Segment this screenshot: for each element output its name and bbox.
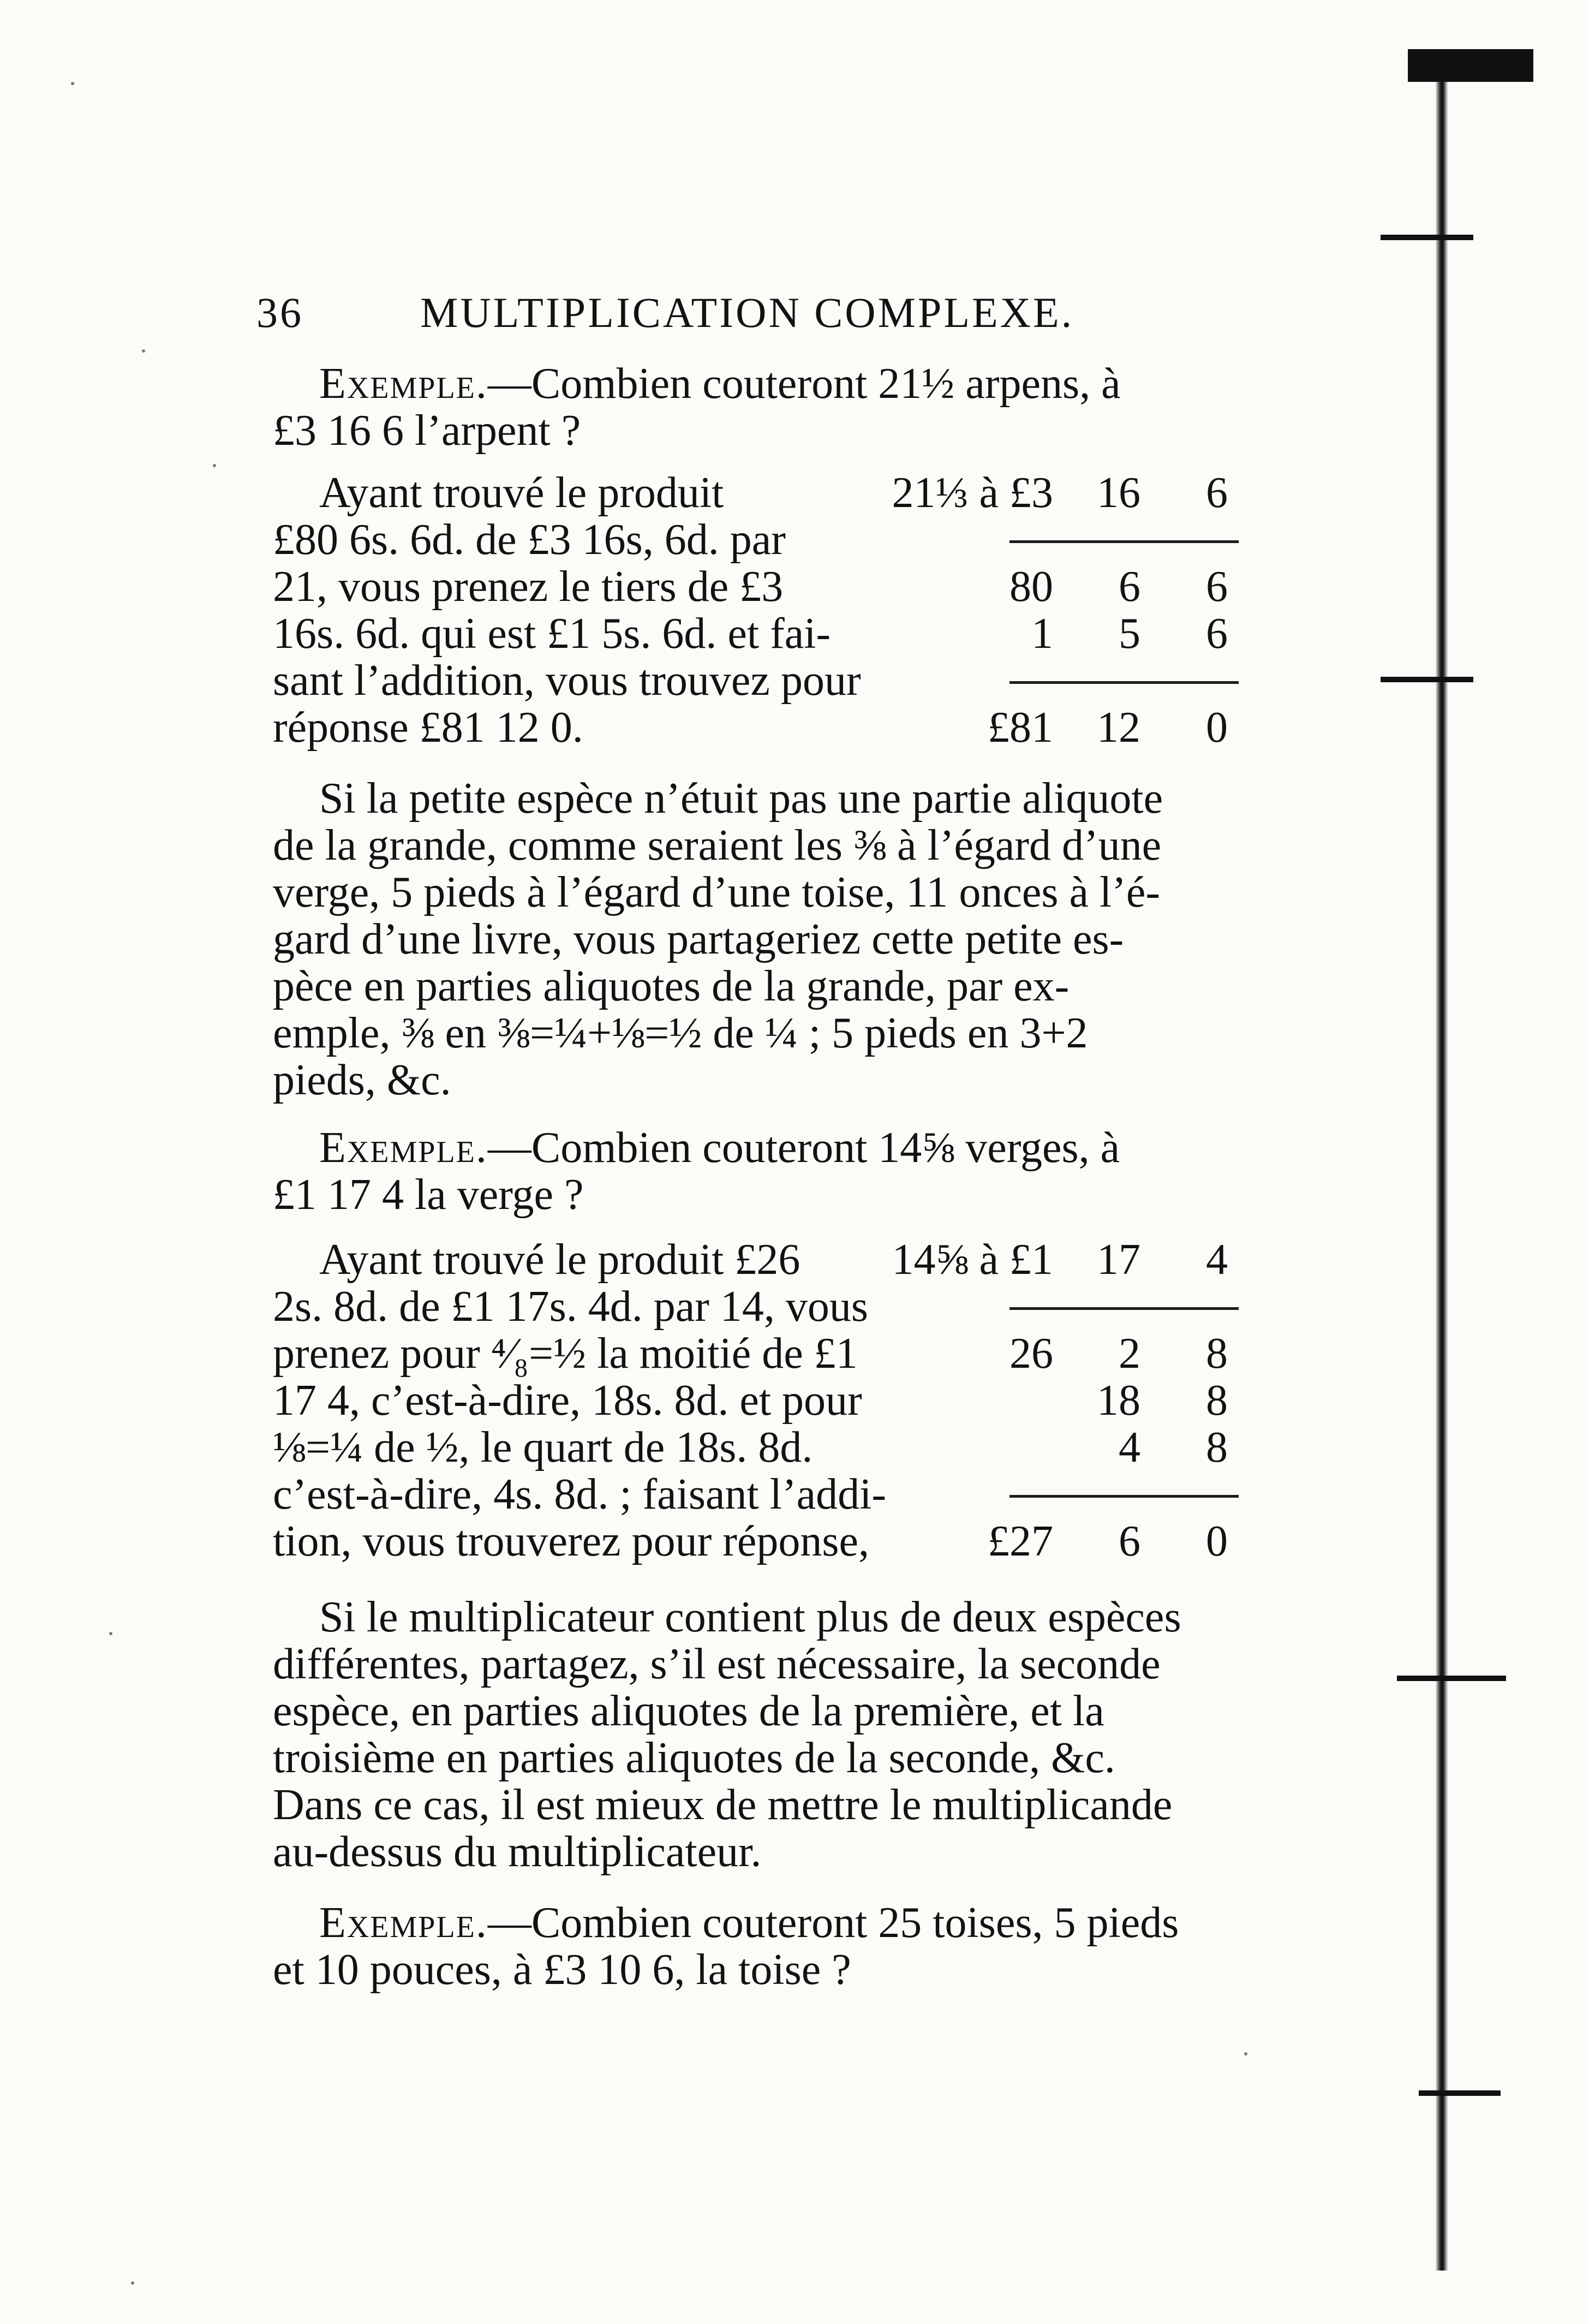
rule-line [1009,540,1239,543]
text-line: 21, vous prenez le tiers de £3 [273,563,784,611]
text-line: Si la petite espèce n’étuit pas une partie aliquote [319,774,1163,823]
text-line: de la grande, comme seraient les ⅜ à l’égard d’une [273,821,1162,869]
text-line: verge, 5 pieds à l’égard d’une toise, 11 onces à l’é- [273,868,1161,916]
text-line: Si le multiplicateur contient plus de deux espèces [319,1593,1181,1641]
binding-mark [1408,49,1533,82]
example-label: Exemple. [319,1899,488,1947]
text-line: Ayant trouvé le produit [319,469,724,517]
example-3 [273,1899,1239,1993]
text-line: 16s. 6d. qui est £1 5s. 6d. et fai- [273,610,831,658]
scan-speck [131,2281,134,2285]
example-text: —Combien couteront 14⅝ verges, à [487,1124,1120,1172]
text-line: prenez pour ⁴⁄₈=½ la moitié de £1 [273,1330,858,1378]
scan-speck [213,464,216,467]
calc-row: 4 8 [1119,1423,1228,1471]
example-text: —Combien couteront 21½ arpens, à [487,360,1121,408]
calc-row-header: 21⅓ à £3 16 6 [892,469,1228,517]
scan-speck [142,349,145,353]
paragraph-1 [273,775,1239,1104]
calc-row: 1 5 6 [1031,610,1228,658]
text-line: Ayant trouvé le produit £26 [319,1236,801,1284]
text-line: c’est-à-dire, 4s. 8d. ; faisant l’addi- [273,1470,887,1518]
running-title: MULTIPLICATION COMPLEXE. [420,289,1074,336]
rule-line [1009,1495,1239,1498]
binding-mark [1381,677,1473,682]
rule-line [1009,1307,1239,1310]
text-line: sant l’addition, vous trouvez pour [273,657,861,705]
example-label: Exemple. [319,1124,488,1172]
book-binding-edge [1435,65,1448,2271]
text-line: différentes, partagez, s’il est nécessaire, la seconde [273,1640,1161,1688]
example-text-cont: £3 16 6 l’arpent ? [273,407,581,455]
running-header [256,288,1119,354]
text-line: tion, vous trouverez pour réponse, [273,1517,870,1565]
text-line: £80 6s. 6d. de £3 16s, 6d. par [273,516,786,564]
text-line: au-dessus du multiplicateur. [273,1828,762,1876]
binding-mark [1419,2090,1501,2096]
example-text: —Combien couteront 25 toises, 5 pieds [487,1899,1179,1947]
text-line: réponse £81 12 0. [273,704,583,752]
rule-line [1009,681,1239,684]
text-line: 2s. 8d. de £1 17s. 4d. par 14, vous [273,1283,869,1331]
text-line: Dans ce cas, il est mieux de mettre le multiplicande [273,1781,1173,1829]
calc-row-total: £81 12 0 [988,704,1228,752]
paragraph-2 [273,1594,1239,1875]
calc-row-total: £27 6 0 [988,1517,1228,1565]
example-text-cont: et 10 pouces, à £3 10 6, la toise ? [273,1946,851,1994]
text-line: pèce en parties aliquotes de la grande, par ex- [273,962,1070,1010]
calc-row: 26 2 8 [1009,1330,1228,1378]
calculation-explanation [273,469,906,751]
page-number: 36 [256,289,303,336]
scan-speck [71,82,74,85]
text-line: gard d’une livre, vous partageriez cette petite es- [273,915,1124,963]
text-line: pieds, &c. [273,1056,451,1104]
binding-mark [1397,1676,1506,1681]
calc-row: 18 8 [1097,1376,1228,1425]
scan-speck [1244,2052,1247,2055]
example-text-cont: £1 17 4 la verge ? [273,1171,584,1219]
scan-speck [109,1632,112,1635]
text-line: ⅛=¼ de ½, le quart de 18s. 8d. [273,1423,813,1471]
text-line: emple, ⅜ en ⅜=¼+⅛=½ de ¼ ; 5 pieds en 3+2 [273,1009,1088,1057]
calc-row-header: 14⅝ à £1 17 4 [892,1236,1228,1284]
example-label: Exemple. [319,360,488,408]
text-line: espèce, en parties aliquotes de la première, et la [273,1687,1104,1735]
text-line: 17 4, c’est-à-dire, 18s. 8d. et pour [273,1376,862,1425]
calculation-explanation [273,1236,906,1565]
calc-row: 80 6 6 [1009,563,1228,611]
example-2 [273,1124,1239,1218]
example-1 [273,360,1239,454]
binding-mark [1381,235,1473,240]
text-line: troisième en parties aliquotes de la seconde, &c. [273,1734,1115,1782]
